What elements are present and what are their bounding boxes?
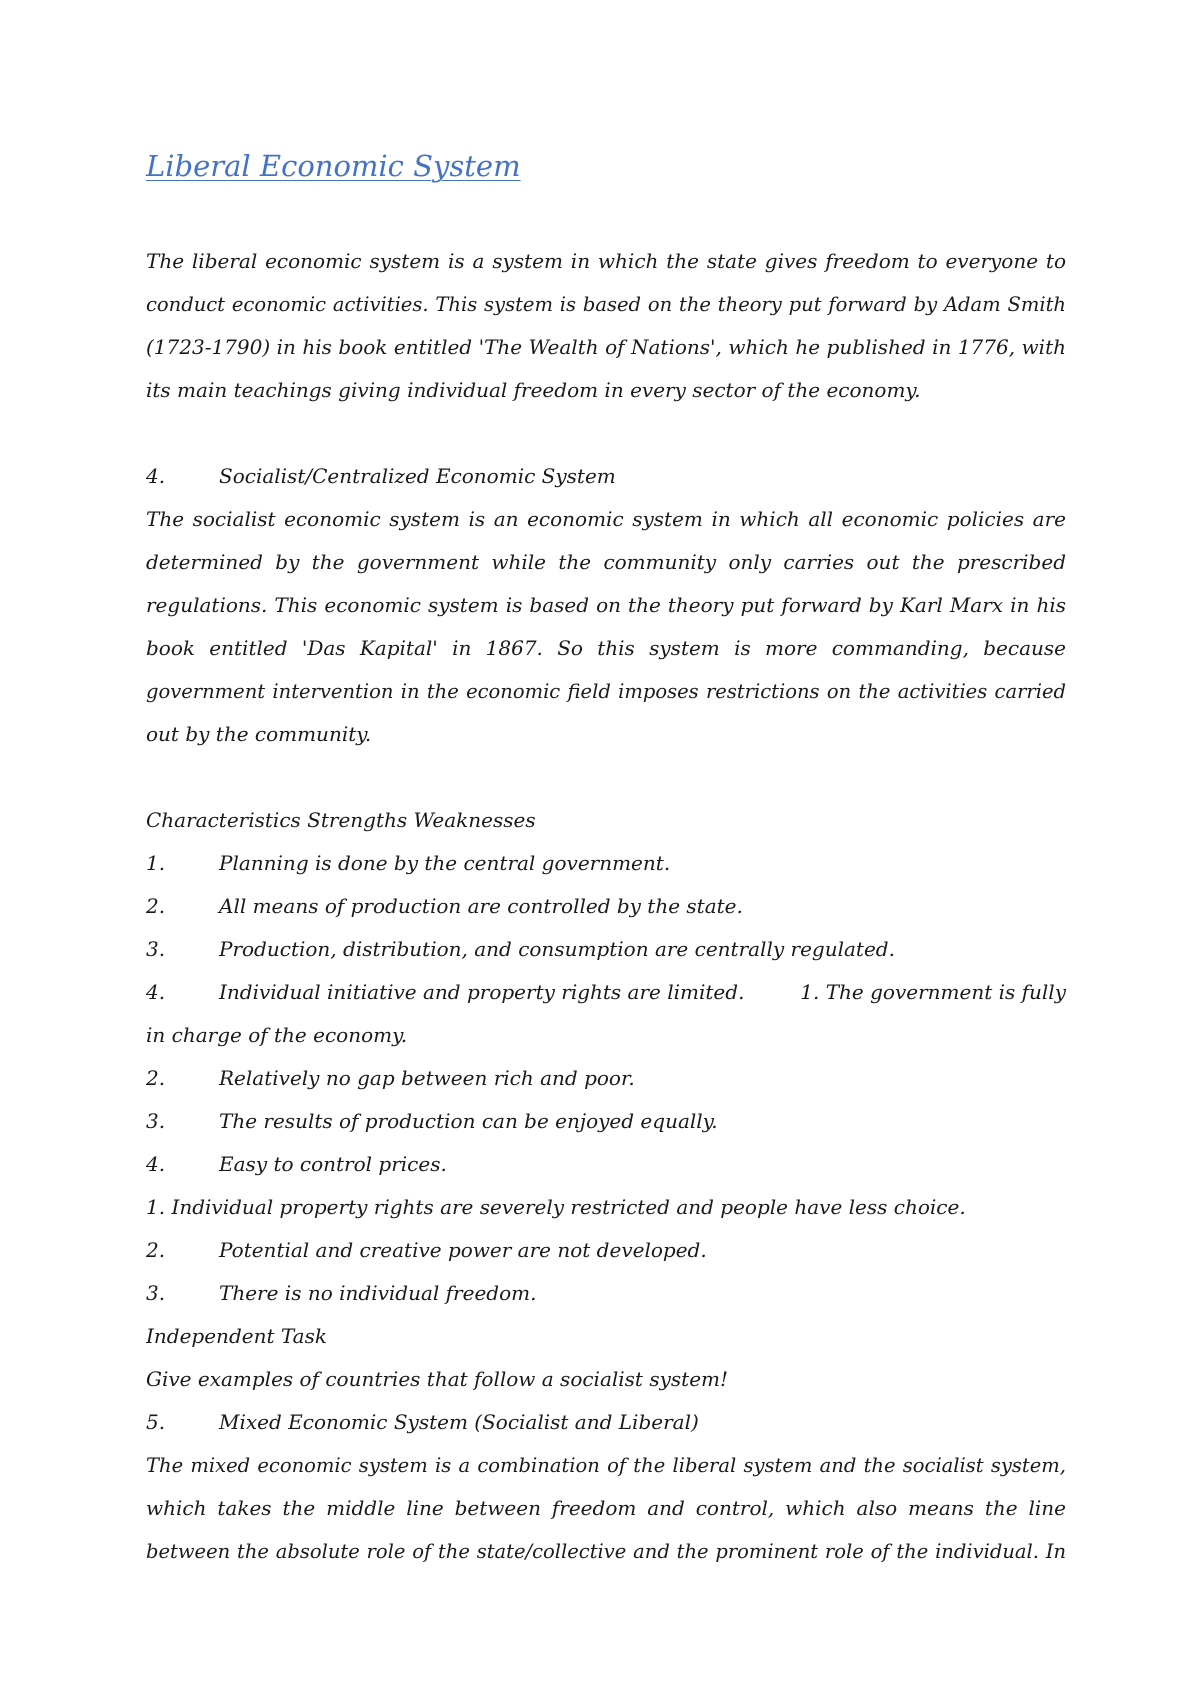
list-item [146,971,1066,1014]
list-item [146,928,1066,971]
list-text: There is no individual freedom. [219,1281,537,1305]
list-text: Potential and creative power are not developed. [219,1238,707,1262]
mixed-paragraph-line: which takes the middle line between freedom and control, which also means the line [146,1496,1066,1520]
list-item [146,1057,1066,1100]
list-number: 4. [146,980,166,1004]
list-number: 2. [146,1238,166,1262]
list-text: Easy to control prices. [219,1152,447,1176]
liberal-paragraph-line: (1723-1790) in his book entitled 'The Wealth of Nations', which he published in 1776, with [146,335,1066,359]
table-header: Characteristics Strengths Weaknesses [146,808,536,832]
liberal-paragraph-line: conduct economic activities. This system is based on the theory put forward by Adam Smith [146,293,1066,316]
list-number: 4. [146,1152,166,1176]
list-text: Production, distribution, and consumption are centrally regulated. [219,937,895,961]
list-text: Planning is done by the central government. [219,851,671,875]
list-number: 3. [146,937,166,961]
socialist-paragraph-line: determined by the government while the community only carries out the prescribed [146,550,1066,574]
list-item [146,1100,1066,1143]
socialist-paragraph-line: book entitled 'Das Kapital' in 1867. So this system is more commanding, because [146,636,1066,660]
section-number: 4. [146,464,166,488]
list-text: The results of production can be enjoyed equally. [219,1109,718,1133]
list-text: All means of production are controlled by the state. [219,894,743,918]
list-number: 2. [146,894,166,918]
list-text: Individual initiative and property rights are limited. [219,980,745,1004]
task-heading: Independent Task [146,1324,327,1348]
section-heading-text: Socialist/Centralized Economic System [219,464,616,488]
list-number: 1. [146,851,166,875]
section-number: 5. [146,1410,166,1434]
list-item [146,1272,1066,1315]
liberal-paragraph-line: The liberal economic system is a system in which the state gives freedom to everyone to [146,249,1066,273]
list-item [146,1229,1066,1272]
list-item [146,842,1066,885]
list-number: 3. [146,1109,166,1133]
list-item [146,885,1066,928]
socialist-paragraph-line: regulations. This economic system is based on the theory put forward by Karl Marx in his [146,593,1066,617]
strength-first-continued: in charge of the economy. [146,1023,408,1047]
mixed-paragraph-line: The mixed economic system is a combination of the liberal system and the socialist system, [146,1454,1066,1477]
strength-first-part: 1. The government is fully [800,980,1066,1004]
task-text: Give examples of countries that follow a socialist system! [146,1367,729,1391]
page-title[interactable]: Liberal Economic System [146,149,521,183]
weakness-first: 1. Individual property rights are severely restricted and people have less choice. [146,1195,966,1219]
list-number: 3. [146,1281,166,1305]
list-item [146,1143,1066,1186]
section-heading-text: Mixed Economic System (Socialist and Liberal) [219,1410,699,1434]
mixed-paragraph-line: between the absolute role of the state/collective and the prominent role of the individual. In [146,1540,1066,1563]
mixed-heading [146,1401,1066,1444]
list-number: 2. [146,1066,166,1090]
socialist-paragraph-line: out by the community. [146,722,372,746]
list-text: Relatively no gap between rich and poor. [219,1066,635,1090]
liberal-paragraph-line: its main teachings giving individual freedom in every sector of the economy. [146,378,921,402]
socialist-paragraph-line: government intervention in the economic field imposes restrictions on the activities carried [146,680,1066,703]
socialist-paragraph-line: The socialist economic system is an economic system in which all economic policies are [146,507,1066,531]
socialist-heading [146,455,1066,498]
